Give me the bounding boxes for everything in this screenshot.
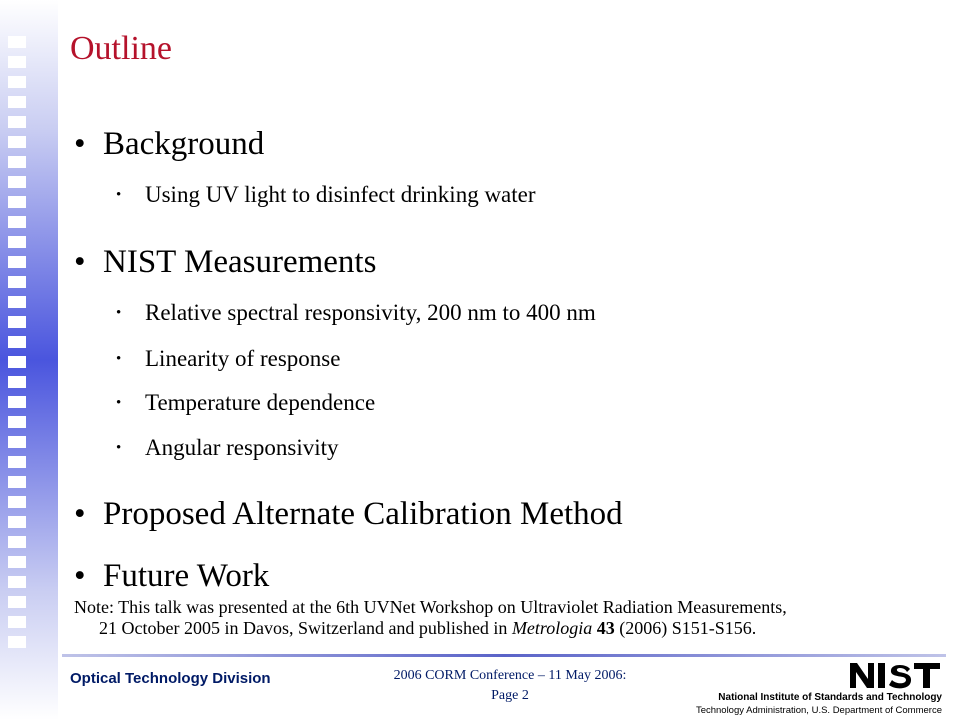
- sub-bullet-text: Using UV light to disinfect drinking water: [145, 182, 536, 207]
- conference-text: 2006 CORM Conference – 11 May 2006:: [393, 668, 627, 683]
- sub-bullet-dot: •: [116, 351, 122, 367]
- nist-subtitle: Technology Administration, U.S. Department of Commerce: [695, 705, 942, 716]
- bullet-text: NIST Measurements: [103, 244, 377, 280]
- outline-list: [74, 118, 944, 596]
- sub-bullet-dot: •: [116, 395, 122, 411]
- sub-bullet-dot: •: [116, 187, 122, 203]
- journal-name: Metrologia: [511, 618, 593, 638]
- nist-mark-icon: [848, 660, 942, 690]
- slide-title: Outline: [70, 30, 172, 67]
- sub-bullet: [74, 180, 944, 210]
- footer-divider: [62, 654, 946, 657]
- bullet-nist-measurements: [74, 242, 944, 282]
- sub-bullet: [74, 433, 944, 463]
- sub-bullet-text: Temperature dependence: [145, 390, 376, 415]
- sub-bullet-text: Relative spectral responsivity, 200 nm to 400 nm: [145, 300, 596, 325]
- publication-note: [74, 597, 936, 639]
- bullet-background: [74, 124, 944, 164]
- nist-full-name: National Institute of Standards and Technology: [718, 692, 942, 703]
- note-line-2: [74, 618, 936, 639]
- left-decorative-bar: [0, 0, 58, 720]
- bullet-text: Future Work: [103, 558, 270, 594]
- sub-bullet-text: Linearity of response: [145, 346, 341, 371]
- bullet-text: Proposed Alternate Calibration Method: [103, 496, 623, 532]
- sub-bullet-dot: •: [116, 305, 122, 321]
- note-line-1: Note: This talk was presented at the 6th UVNet Workshop on Ultraviolet Radiation Measurements,: [74, 597, 787, 617]
- division-name: Optical Technology Division: [70, 670, 271, 687]
- bullet-calibration-method: [74, 494, 944, 534]
- bullet-dot: •: [74, 126, 86, 162]
- bullet-dot: •: [74, 558, 86, 594]
- bullet-dot: •: [74, 244, 86, 280]
- sub-bullet-dot: •: [116, 440, 122, 456]
- nist-logo: [690, 660, 942, 718]
- bullet-future-work: [74, 556, 944, 596]
- page-number: Page 2: [491, 688, 529, 703]
- bullet-text: Background: [103, 126, 265, 162]
- conference-info: [340, 666, 680, 706]
- square-pattern: [8, 36, 26, 656]
- sub-bullet: [74, 388, 944, 418]
- journal-volume: 43: [596, 618, 615, 638]
- bullet-dot: •: [74, 496, 86, 532]
- sub-bullet: [74, 344, 944, 374]
- sub-bullet: [74, 298, 944, 328]
- note-text: (2006) S151-S156.: [614, 618, 757, 638]
- sub-bullet-text: Angular responsivity: [145, 435, 339, 460]
- note-text: 21 October 2005 in Davos, Switzerland and published in: [99, 618, 512, 638]
